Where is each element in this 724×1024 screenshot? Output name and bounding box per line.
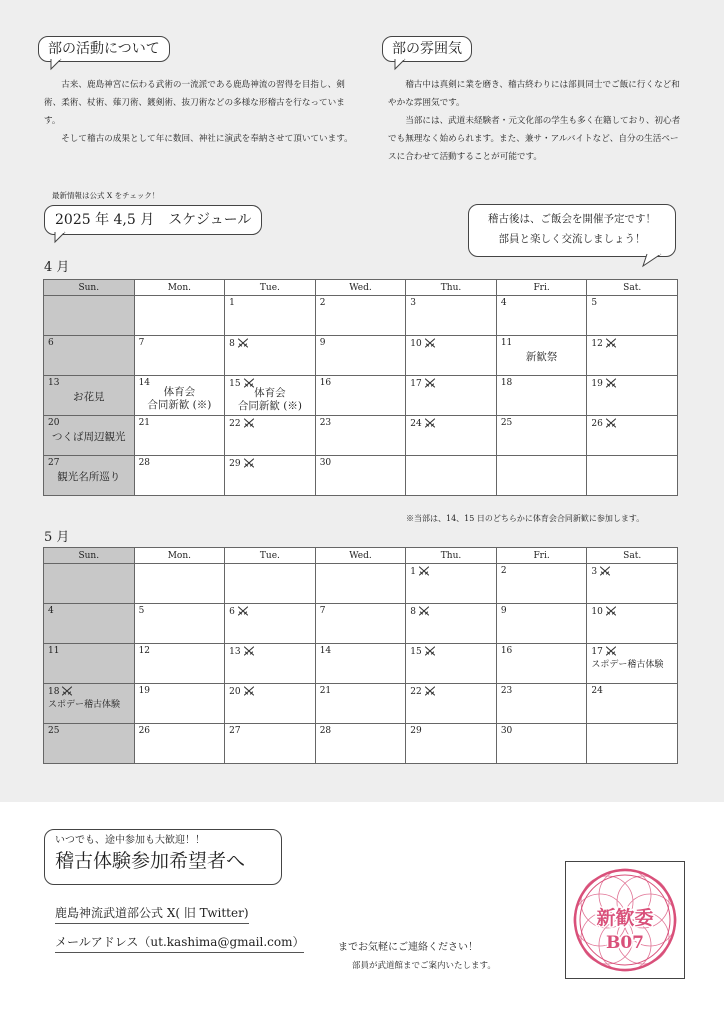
calendar-footnote: ※当部は、14、15 日のどちらかに体育会合同新歓に参加します。 xyxy=(406,514,645,523)
x-official-link[interactable]: 鹿島神流武道部公式 X( 旧 Twitter) xyxy=(55,904,249,924)
calendar-day-cell xyxy=(587,296,678,336)
crossed-swords-icon xyxy=(418,566,430,576)
weekday-header: Tue. xyxy=(225,548,316,564)
day-number: 14 xyxy=(138,378,151,388)
calendar-event: スポデー稽古体験 xyxy=(591,660,664,670)
calendar-day-cell xyxy=(44,296,135,336)
day-number: 7 xyxy=(138,338,145,348)
day-number: 25 xyxy=(48,726,60,736)
crossed-swords-icon xyxy=(243,686,255,696)
bubble-tail xyxy=(393,59,409,71)
calendar-day-cell xyxy=(134,336,225,376)
day-number: 27 xyxy=(229,726,241,736)
day-number: 1 xyxy=(410,567,416,577)
calendar-day-cell xyxy=(134,456,225,496)
day-number: 3 xyxy=(410,298,416,308)
calendar-day-cell xyxy=(496,564,587,604)
activity-title: 部の活動について xyxy=(48,41,160,57)
crossed-swords-icon xyxy=(243,458,255,468)
calendar-day-cell xyxy=(225,336,316,376)
calendar-day-cell xyxy=(315,336,406,376)
crossed-swords-icon xyxy=(61,686,73,696)
day-number: 4 xyxy=(48,606,54,616)
calendar-day-cell xyxy=(496,296,587,336)
calendar-day-cell xyxy=(44,644,135,684)
email-link[interactable]: メールアドレス（ut.kashima@gmail.com） xyxy=(55,933,304,953)
calendar-day-cell xyxy=(134,604,225,644)
day-number: 20 xyxy=(48,418,60,428)
crossed-swords-icon xyxy=(424,338,436,348)
april-label: 4 月 xyxy=(44,260,70,275)
crossed-swords-icon xyxy=(605,418,617,428)
calendar-day-cell xyxy=(44,336,135,376)
calendar-day-cell xyxy=(496,376,587,416)
calendar-day-cell xyxy=(587,416,678,456)
calendar-day-cell xyxy=(587,604,678,644)
calendar-event: 新歓祭 xyxy=(525,351,558,363)
weekday-header: Sun. xyxy=(44,548,135,564)
calendar-event: 体育会 合同新歓 (※) xyxy=(147,386,212,411)
day-number: 22 xyxy=(410,687,422,697)
recruit-title: 稽古体験参加希望者へ xyxy=(55,850,246,872)
stamp-frame xyxy=(565,861,685,979)
calendar-day-cell xyxy=(134,376,225,416)
atmosphere-title: 部の雰囲気 xyxy=(392,41,462,57)
calendar-day-cell xyxy=(44,416,135,456)
calendar-event: スポデー稽古体験 xyxy=(48,700,121,710)
calendar-week-row xyxy=(44,724,678,764)
dinner-callout xyxy=(468,204,676,257)
calendar-day-cell xyxy=(496,604,587,644)
calendar-day-cell xyxy=(225,684,316,724)
calendar-day-cell xyxy=(44,684,135,724)
activity-paragraph-2: そして稽古の成果として年に数回、神社に演武を奉納させて頂いています。 xyxy=(61,134,353,144)
day-number: 12 xyxy=(138,646,151,656)
day-number: 3 xyxy=(591,567,598,577)
day-number: 17 xyxy=(410,379,422,389)
calendar-day-cell xyxy=(496,336,587,376)
calendar-week-row xyxy=(44,296,678,336)
calendar-day-cell xyxy=(406,684,497,724)
calendar-day-cell xyxy=(587,684,678,724)
weekday-header: Sun. xyxy=(44,280,135,296)
calendar-week-row xyxy=(44,684,678,724)
day-number: 24 xyxy=(591,686,603,696)
calendar-week-row xyxy=(44,644,678,684)
crossed-swords-icon xyxy=(237,606,249,616)
calendar-day-cell xyxy=(134,644,225,684)
callout-line-1: 稽古後は、ご飯会を開催予定です！ xyxy=(488,213,656,225)
day-number: 19 xyxy=(591,379,603,389)
calendar-day-cell xyxy=(44,456,135,496)
day-number: 20 xyxy=(229,687,241,697)
april-calendar xyxy=(43,279,678,496)
calendar-day-cell xyxy=(587,456,678,496)
calendar-day-cell xyxy=(134,724,225,764)
calendar-day-cell xyxy=(44,376,135,416)
weekday-header: Mon. xyxy=(134,280,225,296)
seal-line-2: B07 xyxy=(605,933,645,953)
calendar-day-cell xyxy=(496,684,587,724)
crossed-swords-icon xyxy=(424,686,436,696)
calendar-day-cell xyxy=(225,604,316,644)
atmosphere-paragraph-2: 当部には、武道未経験者・元文化部の学生も多く在籍しており、初心者でも無理なく始められます。また、兼サ・アルバイトなど、自分の生活ペースに合わせて活動することが可能です。 xyxy=(388,116,681,162)
day-number: 26 xyxy=(138,726,151,736)
bubble-tail xyxy=(53,232,69,244)
crossed-swords-icon xyxy=(599,566,611,576)
calendar-week-row xyxy=(44,456,678,496)
weekday-header: Sat. xyxy=(587,548,678,564)
calendar-day-cell xyxy=(406,564,497,604)
day-number: 10 xyxy=(591,607,603,617)
may-label: 5 月 xyxy=(44,530,70,545)
day-number: 13 xyxy=(48,378,60,388)
calendar-day-cell xyxy=(315,564,406,604)
calendar-day-cell xyxy=(587,644,678,684)
day-number: 5 xyxy=(138,606,145,616)
calendar-day-cell xyxy=(225,456,316,496)
day-number: 12 xyxy=(591,339,603,349)
calendar-day-cell xyxy=(406,604,497,644)
weekday-header: Tue. xyxy=(225,280,316,296)
atmosphere-heading xyxy=(382,36,472,62)
day-number: 25 xyxy=(500,418,513,428)
weekday-header: Mon. xyxy=(134,548,225,564)
weekday-header: Wed. xyxy=(315,548,406,564)
day-number: 22 xyxy=(229,419,241,429)
calendar-day-cell xyxy=(225,296,316,336)
day-number: 23 xyxy=(319,418,332,428)
weekday-header: Fri. xyxy=(496,548,587,564)
calendar-day-cell xyxy=(44,724,135,764)
calendar-day-cell xyxy=(496,724,587,764)
activity-paragraph-1: 古来、鹿島神宮に伝わる武術の一流派である鹿島神流の習得を目指し、剣術、柔術、杖術、薙刀術、鍍剣術、抜刀術などの多様な形稽古を行なっています。 xyxy=(44,80,345,126)
calendar-week-row xyxy=(44,416,678,456)
day-number: 27 xyxy=(48,458,60,468)
day-number: 15 xyxy=(410,647,422,657)
calendar-day-cell xyxy=(315,416,406,456)
calendar-event: つくば周辺観光 xyxy=(52,431,126,443)
crossed-swords-icon xyxy=(605,646,617,656)
crossed-swords-icon xyxy=(605,338,617,348)
day-number: 24 xyxy=(410,419,422,429)
seal-line-1: 新歓委 xyxy=(596,907,654,929)
calendar-day-cell xyxy=(587,336,678,376)
weekday-header: Fri. xyxy=(496,280,587,296)
calendar-day-cell xyxy=(134,564,225,604)
crossed-swords-icon xyxy=(243,378,255,388)
calendar-day-cell xyxy=(496,456,587,496)
activity-text xyxy=(44,76,356,148)
calendar-day-cell xyxy=(225,376,316,416)
day-number: 2 xyxy=(500,566,507,576)
day-number: 30 xyxy=(500,726,513,736)
crossed-swords-icon xyxy=(237,338,249,348)
day-number: 18 xyxy=(48,687,60,697)
day-number: 21 xyxy=(138,418,151,428)
day-number: 21 xyxy=(319,686,332,696)
weekday-header: Wed. xyxy=(315,280,406,296)
day-number: 29 xyxy=(229,459,241,469)
guide-text: 部員が武道館までご案内いたします。 xyxy=(352,961,496,971)
day-number: 11 xyxy=(500,338,513,348)
day-number: 13 xyxy=(229,647,241,657)
calendar-day-cell xyxy=(587,564,678,604)
calendar-day-cell xyxy=(315,604,406,644)
calendar-day-cell xyxy=(134,684,225,724)
day-number: 26 xyxy=(591,419,603,429)
bubble-tail xyxy=(49,59,65,71)
calendar-day-cell xyxy=(315,296,406,336)
day-number: 8 xyxy=(410,607,416,617)
day-number: 19 xyxy=(138,686,151,696)
day-number: 14 xyxy=(319,646,332,656)
calendar-week-row xyxy=(44,336,678,376)
calendar-week-row xyxy=(44,564,678,604)
day-number: 7 xyxy=(319,606,326,616)
calendar-week-row xyxy=(44,604,678,644)
day-number: 17 xyxy=(591,647,603,657)
crossed-swords-icon xyxy=(424,418,436,428)
day-number: 8 xyxy=(229,339,235,349)
crossed-swords-icon xyxy=(243,646,255,656)
atmosphere-paragraph-1: 稽古中は真剣に業を磨き、稽古終わりには部員同士でご飯に行くなど和やかな雰囲気です。 xyxy=(388,80,680,108)
day-number: 29 xyxy=(410,726,422,736)
calendar-day-cell xyxy=(44,604,135,644)
day-number: 30 xyxy=(319,458,332,468)
calendar-day-cell xyxy=(315,724,406,764)
calendar-day-cell xyxy=(225,724,316,764)
calendar-day-cell xyxy=(406,644,497,684)
calendar-day-cell xyxy=(406,376,497,416)
weekday-header: Thu. xyxy=(406,280,497,296)
day-number: 6 xyxy=(229,607,235,617)
calendar-day-cell xyxy=(134,416,225,456)
day-number: 6 xyxy=(48,338,54,348)
calendar-day-cell xyxy=(315,644,406,684)
schedule-heading xyxy=(44,205,262,235)
calendar-day-cell xyxy=(225,644,316,684)
calendar-day-cell xyxy=(496,416,587,456)
calendar-day-cell xyxy=(406,416,497,456)
day-number: 28 xyxy=(138,458,151,468)
schedule-title: 2025 年 4,5 月 スケジュール xyxy=(55,212,252,228)
calendar-day-cell xyxy=(225,564,316,604)
crossed-swords-icon xyxy=(605,606,617,616)
day-number: 9 xyxy=(500,606,507,616)
day-number: 5 xyxy=(591,298,598,308)
crossed-swords-icon xyxy=(605,378,617,388)
bubble-tail xyxy=(641,254,665,268)
calendar-day-cell xyxy=(134,296,225,336)
day-number: 1 xyxy=(229,298,235,308)
calendar-day-cell xyxy=(406,336,497,376)
crossed-swords-icon xyxy=(424,378,436,388)
calendar-day-cell xyxy=(587,724,678,764)
day-number: 15 xyxy=(229,379,241,389)
day-number: 9 xyxy=(319,338,326,348)
day-number: 4 xyxy=(500,298,507,308)
latest-info-note: 最新情報は公式 X をチェック！ xyxy=(52,191,160,200)
day-number: 18 xyxy=(500,378,513,388)
calendar-day-cell xyxy=(315,684,406,724)
day-number: 16 xyxy=(500,646,513,656)
recruit-committee-seal xyxy=(566,862,684,978)
recruit-heading xyxy=(44,829,282,885)
day-number: 2 xyxy=(319,298,326,308)
atmosphere-text xyxy=(388,76,684,166)
calendar-day-cell xyxy=(315,376,406,416)
day-number: 10 xyxy=(410,339,422,349)
calendar-day-cell xyxy=(406,724,497,764)
calendar-event: 観光名所巡り xyxy=(57,471,121,483)
contact-text: までお気軽にご連絡ください！ xyxy=(338,942,478,953)
day-number: 11 xyxy=(48,646,60,656)
day-number: 28 xyxy=(319,726,332,736)
calendar-day-cell xyxy=(315,456,406,496)
calendar-day-cell xyxy=(44,564,135,604)
crossed-swords-icon xyxy=(418,606,430,616)
crossed-swords-icon xyxy=(424,646,436,656)
calendar-day-cell xyxy=(496,644,587,684)
activity-heading xyxy=(38,36,170,62)
calendar-event: 体育会 合同新歓 (※) xyxy=(237,387,302,412)
day-number: 16 xyxy=(319,378,332,388)
may-calendar xyxy=(43,547,678,764)
calendar-event: お花見 xyxy=(73,391,105,403)
calendar-day-cell xyxy=(587,376,678,416)
callout-line-2: 部員と楽しく交流しましょう！ xyxy=(498,233,646,245)
calendar-day-cell xyxy=(406,456,497,496)
weekday-header: Thu. xyxy=(406,548,497,564)
recruit-welcome: いつでも、途中参加も大歓迎！！ xyxy=(55,835,205,846)
calendar-week-row xyxy=(44,376,678,416)
day-number: 23 xyxy=(500,686,513,696)
calendar-day-cell xyxy=(225,416,316,456)
weekday-header: Sat. xyxy=(587,280,678,296)
crossed-swords-icon xyxy=(243,418,255,428)
calendar-day-cell xyxy=(406,296,497,336)
